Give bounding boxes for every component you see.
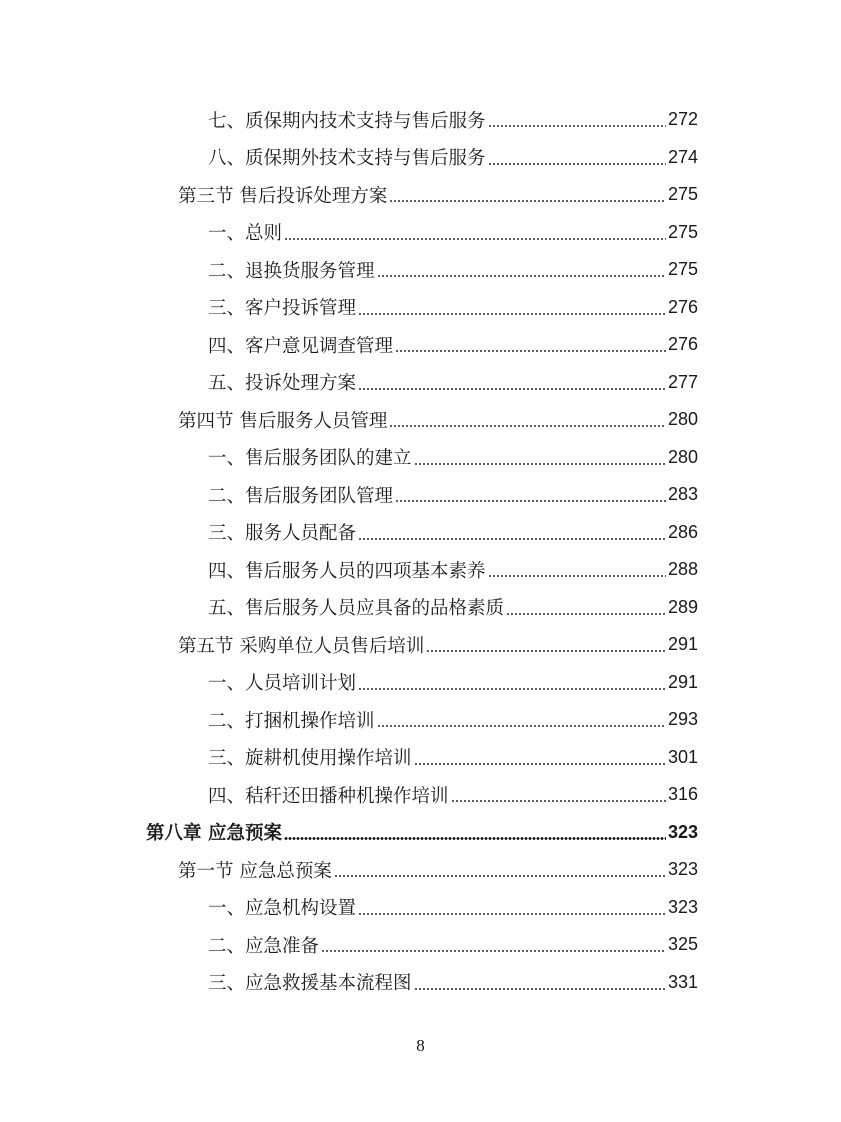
dot-leader (414, 463, 666, 465)
toc-entry-title: 四、客户意见调查管理 (208, 335, 394, 357)
toc-entry-title: 三、旋耕机使用操作培训 (208, 748, 412, 770)
toc-entry-section (0, 626, 698, 664)
toc-entry-page: 277 (667, 371, 698, 392)
toc-entry-item (0, 326, 698, 364)
toc-entry-item (0, 439, 698, 477)
toc-entry-title: 一、人员培训计划 (208, 673, 357, 695)
toc-entry-item (0, 214, 698, 252)
toc-entry-title: 三、应急救援基本流程图 (208, 973, 412, 995)
toc-entry-title: 第三节 售后投诉处理方案 (178, 185, 388, 207)
toc-entry-item (0, 701, 698, 739)
toc-entry-item (0, 776, 698, 814)
toc-entry-page: 280 (667, 409, 698, 430)
dot-leader (358, 688, 666, 690)
toc-entry-item (0, 589, 698, 627)
toc-entry-page: 276 (667, 296, 698, 317)
toc-entry-section (0, 401, 698, 439)
dot-leader (395, 500, 666, 502)
toc-entry-item (0, 514, 698, 552)
toc-entry-item (0, 364, 698, 402)
page-number: 8 (416, 1036, 425, 1055)
dot-leader (377, 725, 666, 727)
toc-entry-title: 三、客户投诉管理 (208, 298, 357, 320)
toc-entry-page: 283 (667, 484, 698, 505)
dot-leader (414, 763, 666, 765)
toc-entry-title: 一、应急机构设置 (208, 898, 357, 920)
toc-entry-section (0, 176, 698, 214)
toc-entry-title: 第一节 应急总预案 (178, 860, 332, 882)
dot-leader (488, 575, 666, 577)
toc-entry-title: 二、售后服务团队管理 (208, 485, 394, 507)
toc-entry-title: 二、退换货服务管理 (208, 260, 375, 282)
toc-entry-title: 第四节 售后服务人员管理 (178, 410, 388, 432)
dot-leader (395, 350, 666, 352)
toc-entry-page: 316 (667, 784, 698, 805)
toc-entry-page: 288 (667, 559, 698, 580)
toc-entry-item (0, 139, 698, 177)
toc-entry-item (0, 664, 698, 702)
dot-leader (321, 950, 666, 952)
dot-leader (488, 163, 666, 165)
toc-entry-page: 323 (667, 859, 698, 880)
toc-entry-page: 293 (667, 709, 698, 730)
dot-leader (451, 800, 666, 802)
toc-entry-page: 275 (667, 184, 698, 205)
toc-entry-title: 二、打捆机操作培训 (208, 710, 375, 732)
table-of-contents (0, 101, 841, 1001)
toc-entry-item (0, 101, 698, 139)
toc-entry-page: 323 (667, 821, 698, 842)
dot-leader (389, 425, 666, 427)
toc-entry-page: 301 (667, 746, 698, 767)
dot-leader (358, 913, 666, 915)
toc-entry-page: 274 (667, 146, 698, 167)
dot-leader (334, 875, 666, 877)
toc-entry-title: 四、秸秆还田播种机操作培训 (208, 785, 449, 807)
toc-entry-page: 291 (667, 671, 698, 692)
toc-entry-page: 275 (667, 259, 698, 280)
toc-entry-item (0, 251, 698, 289)
toc-entry-title: 第八章 应急预案 (146, 823, 282, 845)
toc-entry-page: 275 (667, 221, 698, 242)
dot-leader (506, 613, 666, 615)
toc-entry-page: 276 (667, 334, 698, 355)
dot-leader (377, 275, 666, 277)
toc-entry-title: 五、投诉处理方案 (208, 373, 357, 395)
toc-entry-page: 323 (667, 896, 698, 917)
dot-leader (358, 313, 666, 315)
toc-entry-title: 四、售后服务人员的四项基本素养 (208, 560, 486, 582)
toc-entry-page: 289 (667, 596, 698, 617)
toc-entry-page: 280 (667, 446, 698, 467)
dot-leader (426, 650, 666, 652)
toc-entry-page: 286 (667, 521, 698, 542)
toc-entry-page: 331 (667, 971, 698, 992)
dot-leader (389, 200, 666, 202)
toc-entry-title: 一、售后服务团队的建立 (208, 448, 412, 470)
toc-entry-item (0, 889, 698, 927)
dot-leader (284, 238, 666, 240)
dot-leader (488, 125, 666, 127)
toc-entry-page: 272 (667, 109, 698, 130)
toc-entry-item (0, 289, 698, 327)
toc-entry-title: 八、质保期外技术支持与售后服务 (208, 148, 486, 170)
dot-leader (284, 837, 666, 840)
toc-entry-page: 325 (667, 934, 698, 955)
dot-leader (414, 988, 666, 990)
toc-entry-item (0, 551, 698, 589)
toc-entry-title: 第五节 采购单位人员售后培训 (178, 635, 425, 657)
toc-entry-page: 291 (667, 634, 698, 655)
dot-leader (358, 538, 666, 540)
toc-entry-item (0, 739, 698, 777)
toc-entry-item (0, 964, 698, 1002)
dot-leader (358, 388, 666, 390)
toc-entry-item (0, 926, 698, 964)
toc-entry-title: 五、售后服务人员应具备的品格素质 (208, 598, 505, 620)
toc-entry-title: 二、应急准备 (208, 935, 320, 957)
toc-entry-chapter (0, 814, 698, 852)
toc-entry-item (0, 476, 698, 514)
toc-entry-section (0, 851, 698, 889)
toc-entry-title: 七、质保期内技术支持与售后服务 (208, 110, 486, 132)
toc-entry-title: 三、服务人员配备 (208, 523, 357, 545)
toc-entry-title: 一、总则 (208, 223, 283, 245)
